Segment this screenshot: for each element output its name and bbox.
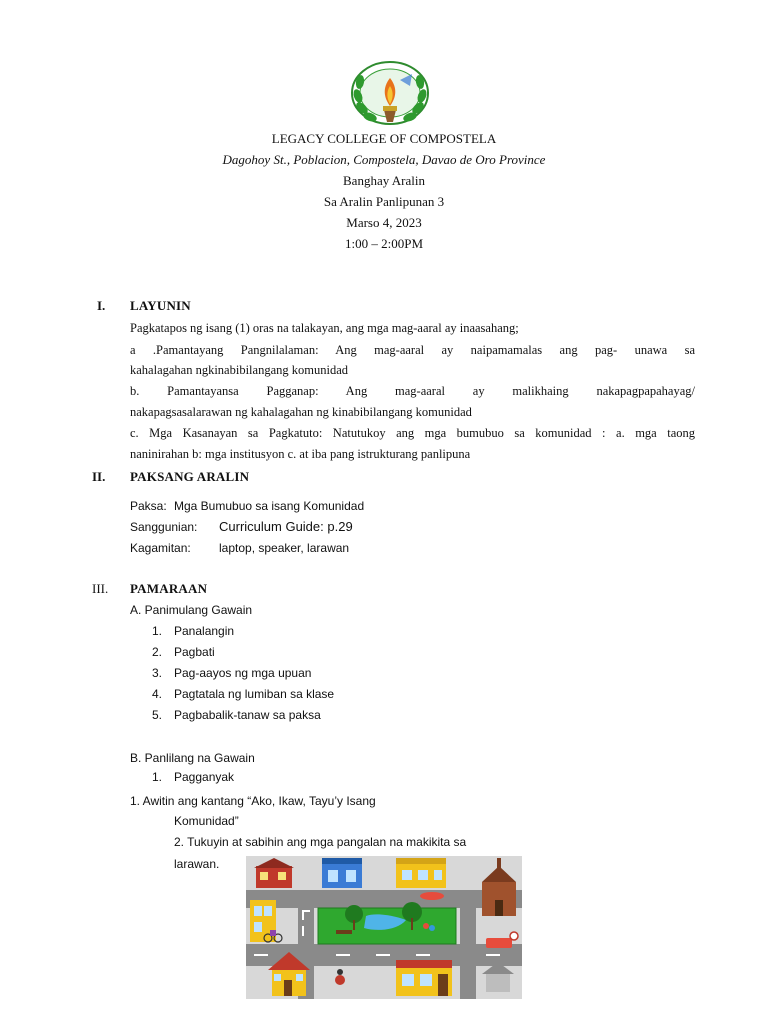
objectives-intro: Pagkatapos ng isang (1) oras na talakayan, ang mga mag-aaral ay inaasahang; — [130, 321, 519, 335]
objective-b-line-2: nakapagsasalarawan ng kahalagahan ng kinabibilangang komunidad — [130, 405, 472, 419]
section-2-number: II. — [92, 469, 106, 484]
list-item-number: 2. — [152, 645, 163, 659]
kagamitan-label: Kagamitan: — [130, 541, 191, 555]
list-item: Pagbati — [174, 645, 215, 659]
lesson-date: Marso 4, 2023 — [346, 215, 422, 230]
pagganyak-number: 1. — [152, 770, 163, 784]
list-item-number: 5. — [152, 708, 163, 722]
song-instruction-line-2: Komunidad” — [174, 814, 239, 828]
panimulang-gawain-heading: A. Panimulang Gawain — [130, 603, 253, 617]
pagganyak-label: Pagganyak — [174, 770, 235, 784]
community-town-illustration — [246, 856, 522, 999]
paksa-value: Mga Bumubuo sa isang Komunidad — [174, 499, 365, 513]
section-3-title: PAMARAAN — [130, 581, 208, 596]
section-2-title: PAKSANG ARALIN — [130, 469, 250, 484]
school-address: Dagohoy St., Poblacion, Compostela, Davao de Oro Province — [222, 152, 546, 167]
picture-task-line-1: 2. Tukuyin at sabihin ang mga pangalan na makikita sa — [174, 835, 467, 849]
section-1-number: I. — [97, 298, 106, 313]
document-type: Banghay Aralin — [343, 173, 425, 188]
school-name: LEGACY COLLEGE OF COMPOSTELA — [271, 131, 497, 146]
section-3-number: III. — [92, 581, 109, 596]
list-item: Pagbabalik-tanaw sa paksa — [174, 708, 321, 722]
objective-a-line-2: kahalagahan ngkinabibilangang komunidad — [130, 363, 348, 377]
list-item: Pagtatala ng lumiban sa klase — [174, 687, 335, 701]
sanggunian-label: Sanggunian: — [130, 520, 198, 534]
objective-b-line-1: b. Pamantayansa Pagganap: Ang mag-aaral ay malikhaing nakapagpapahayag/ — [130, 384, 695, 398]
picture-task-line-2: larawan. — [174, 857, 220, 871]
lesson-time: 1:00 – 2:00PM — [344, 236, 423, 251]
objective-c-line-2: naninirahan b: mga institusyon c. at iba pang istrukturang panlipuna — [130, 447, 471, 461]
panlilang-gawain-heading: B. Panlilang na Gawain — [130, 751, 255, 765]
list-item-number: 1. — [152, 624, 163, 638]
kagamitan-value: laptop, speaker, larawan — [219, 541, 350, 555]
objective-c-line-1: c. Mga Kasanayan sa Pagkatuto: Natutukoy ang mga bumubuo sa komunidad : a. mga taong — [130, 426, 695, 440]
song-instruction-line-1: 1. Awitin ang kantang “Ako, Ikaw, Tayu’y Isang — [130, 794, 376, 808]
subject-line: Sa Aralin Panlipunan 3 — [323, 194, 445, 209]
objective-a-line-1: a .Pamantayang Pangnilalaman: Ang mag-aaral ay naipamamalas ang pag- unawa sa — [130, 343, 695, 357]
list-item: Pag-aayos ng mga upuan — [174, 666, 312, 680]
school-logo-icon — [348, 60, 432, 126]
paksa-label: Paksa: — [130, 499, 167, 513]
list-item: Panalangin — [174, 624, 235, 638]
sanggunian-value: Curriculum Guide: p.29 — [219, 519, 353, 534]
section-1-title: LAYUNIN — [130, 298, 191, 313]
list-item-number: 3. — [152, 666, 163, 680]
list-item-number: 4. — [152, 687, 163, 701]
